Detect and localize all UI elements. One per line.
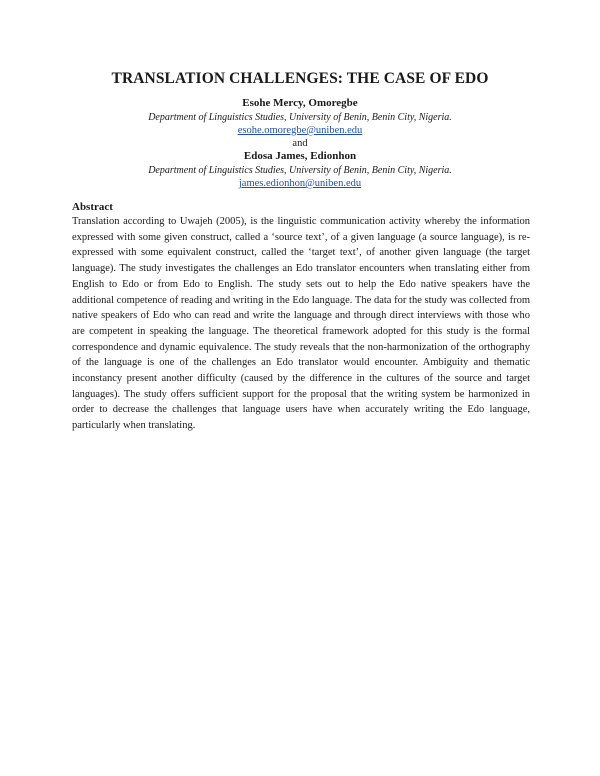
author-1-surname: Omoregbe (308, 97, 358, 109)
paper-title: TRANSLATION CHALLENGES: THE CASE OF EDO (111, 70, 489, 87)
author-1-separator: , (302, 97, 309, 109)
author-2-email-link[interactable]: james.edionhon@uniben.edu (238, 178, 362, 189)
abstract-body: Translation according to Uwajeh (2005), is the linguistic communication activity whereby the information expressed with some given construct, called a ‘source text’, of a given language (a source language), is re-expressed with some equivalent construct, called the ‘target text’, of another given language (the target language). The study investigates the challenges an Edo translator encounters when translating either from English to Edo or from Edo to English. The study sets out to help the Edo native speakers have the additional competence of reading and writing in the Edo language. The data for the study was collected from native speakers of Edo who can read and write the language and through direct interviews with those who are competent in speaking the language. The theoretical framework adopted for this study is the formal correspondence and dynamic equivalence. The study reveals that the non-harmonization of the orthography of the language is one of the challenges an Edo translator would encounter. Ambiguity and thematic inconstancy present another difficulty (caused by the difference in the cultures of the source and target languages). The study offers sufficient support for the proposal that the writing system be harmonized in order to decrease the challenges that language users have when accurately writing the Edo language, particularly when translating. (72, 216, 530, 432)
abstract-heading: Abstract (72, 201, 113, 213)
author-1-affiliation: Department of Linguistics Studies, University of Benin, Benin City, Nigeria. (148, 112, 452, 123)
and-separator: and (292, 138, 308, 149)
author-2 (0, 150, 600, 163)
author-1-email-line (0, 124, 600, 137)
author-1 (0, 97, 600, 110)
author-2-separator: , (304, 150, 311, 162)
author-1-name: Esohe Mercy (242, 97, 303, 109)
author-2-affiliation: Department of Linguistics Studies, University of Benin, Benin City, Nigeria. (148, 165, 452, 176)
author-2-surname: Edionhon (310, 150, 357, 162)
author-2-name: Edosa James (243, 150, 305, 162)
author-2-email-line (0, 177, 600, 190)
author-1-email-link[interactable]: esohe.omoregbe@uniben.edu (237, 125, 363, 136)
